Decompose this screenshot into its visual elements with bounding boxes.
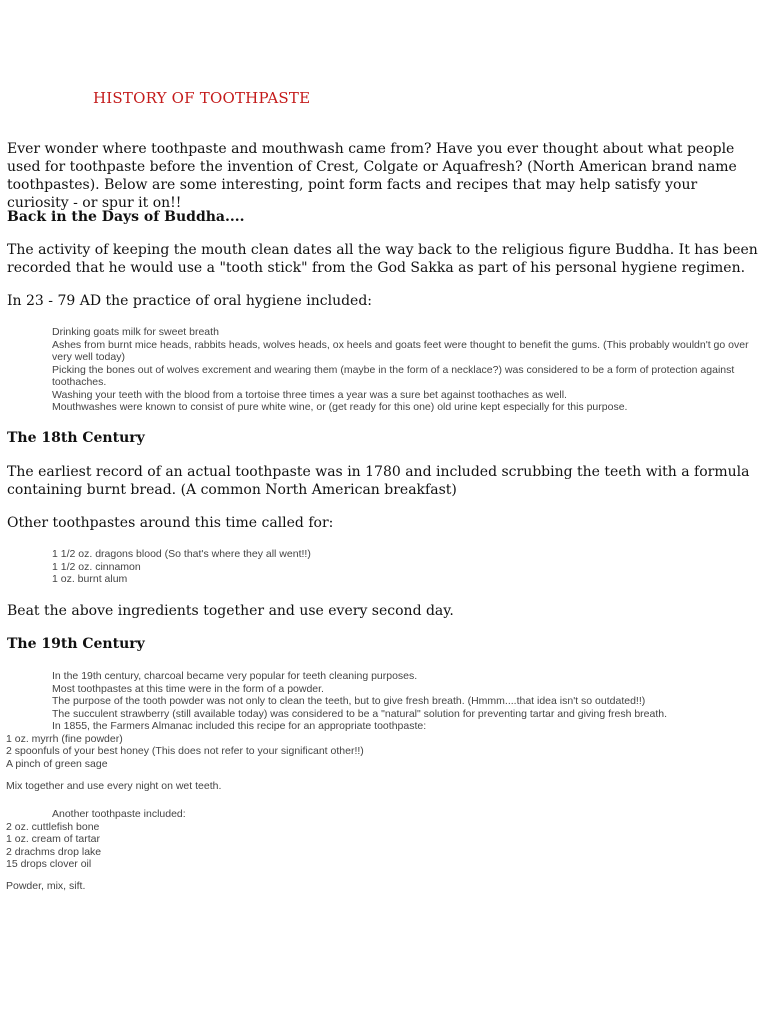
list-item: 15 drops clover oil — [6, 858, 92, 870]
list-item: 2 drachms drop lake — [6, 845, 102, 858]
list-item: In the 19th century, charcoal became very popular for teeth cleaning purposes. — [52, 670, 418, 682]
list-item: The purpose of the tooth powder was not only to clean the teeth, but to give fresh breath. (Hmmm....that idea isn't so outdated!!) — [52, 695, 646, 707]
list-item: The succulent strawberry (still available today) was considered to be a "natural" solution for preventing tartar and giving fresh breath. — [52, 707, 668, 720]
list-item: Another toothpaste included: — [52, 808, 186, 820]
list-item: A pinch of green sage — [6, 757, 108, 770]
list-item: Picking the bones out of wolves excrement and wearing them (maybe in the form of a necklace?) was considered to be a form of protection against toothaches. — [52, 363, 735, 388]
intro-paragraph: Ever wonder where toothpaste and mouthwash came from? Have you ever thought about what people used for toothpaste before the invention of Crest, Colgate or Aquafresh? (North American brand name toothpastes). Below are some interesting, point form facts and recipes that may help satisfy your curiosity - or spur it on!! — [7, 141, 737, 211]
list-item: Ashes from burnt mice heads, rabbits heads, wolves heads, ox heels and goats feet were thought to benefit the gums. (This probably wouldn't go over very well today) — [52, 338, 749, 363]
list-item: 1 oz. burnt alum — [52, 573, 128, 585]
page-title: HISTORY OF TOOTHPASTE — [93, 89, 311, 107]
c18-paragraph: The earliest record of an actual toothpaste was in 1780 and included scrubbing the teeth with a formula containing burnt bread. (A common North American breakfast) — [7, 464, 750, 498]
list-item: Mouthwashes were known to consist of pure white wine, or (get ready for this one) old urine kept especially for this purpose. — [52, 401, 628, 413]
list-item: 2 oz. cuttlefish bone — [6, 820, 100, 833]
list-item: 1 1/2 oz. cinnamon — [52, 560, 141, 573]
buddha-paragraph: The activity of keeping the mouth clean dates all the way back to the religious figure Buddha. It has been recorded that he would use a "tooth stick" from the God Sakka as part of his personal hygiene regimen. — [7, 242, 758, 276]
list-item: 1 oz. cream of tartar — [6, 833, 100, 845]
c19-powder-instructions: Powder, mix, sift. — [6, 880, 86, 892]
section-heading-18th-century: The 18th Century — [7, 430, 145, 446]
list-item: Washing your teeth with the blood from a tortoise three times a year was a sure bet against toothaches as well. — [52, 388, 567, 401]
c18-beat-paragraph: Beat the above ingredients together and use every second day. — [7, 603, 454, 619]
c18-recipe-list — [6, 548, 762, 586]
list-item: Drinking goats milk for sweet breath — [52, 326, 219, 338]
c19-second-recipe — [6, 808, 762, 871]
section-heading-buddha: Back in the Days of Buddha.... — [7, 209, 245, 225]
list-item: In 1855, the Farmers Almanac included this recipe for an appropriate toothpaste: — [52, 720, 427, 732]
c19-mix-instructions: Mix together and use every night on wet teeth. — [6, 780, 222, 792]
c19-facts-list — [6, 670, 762, 770]
section-heading-19th-century: The 19th Century — [7, 636, 145, 652]
list-item: 1 oz. myrrh (fine powder) — [6, 732, 123, 745]
ad-intro-paragraph: In 23 - 79 AD the practice of oral hygiene included: — [7, 293, 373, 309]
ad-practices-list — [6, 326, 762, 414]
list-item: 2 spoonfuls of your best honey (This does not refer to your significant other!!) — [6, 745, 364, 757]
list-item: Most toothpastes at this time were in the form of a powder. — [52, 682, 324, 695]
c18-other-paragraph: Other toothpastes around this time called for: — [7, 515, 334, 531]
list-item: 1 1/2 oz. dragons blood (So that's where they all went!!) — [52, 548, 311, 560]
